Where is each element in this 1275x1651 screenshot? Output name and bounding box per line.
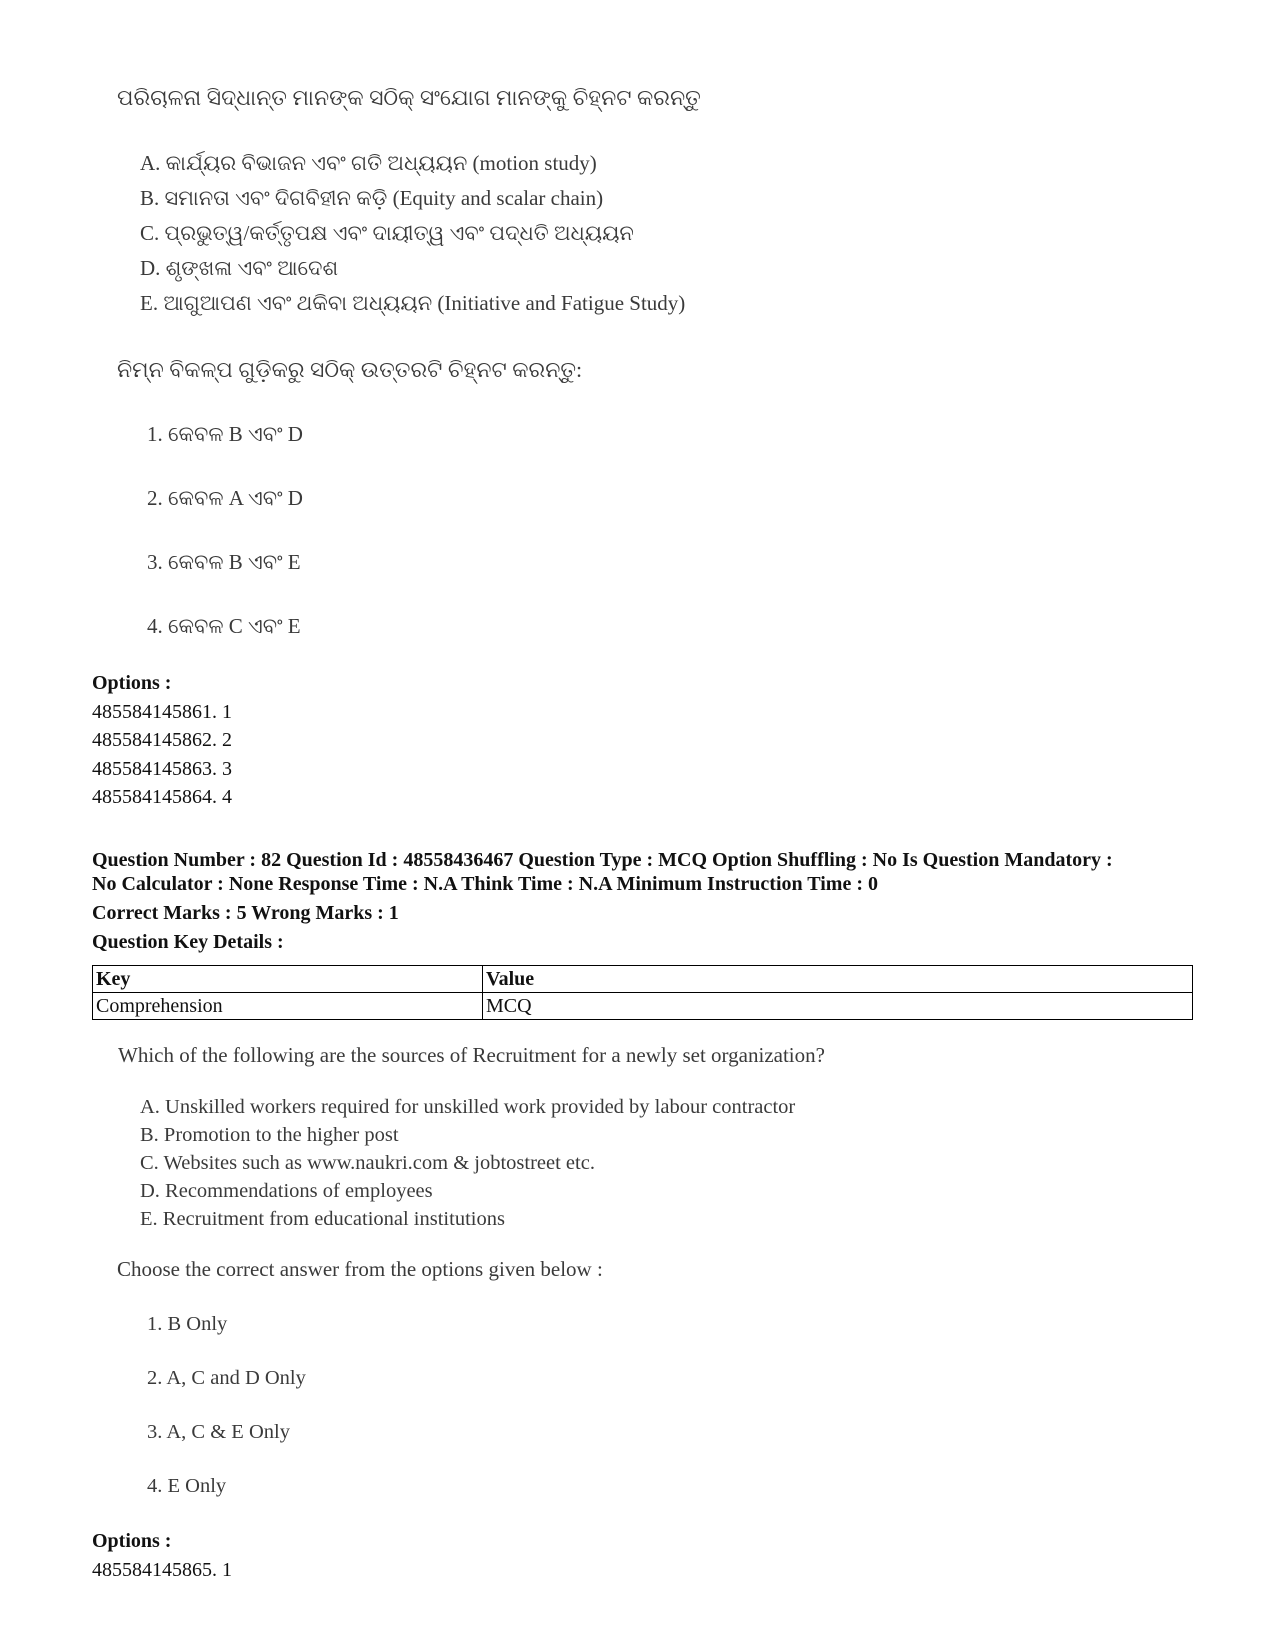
question-82-metadata — [92, 848, 1192, 954]
question-81-statement-list — [140, 146, 685, 321]
question-82-choose-instruction: Choose the correct answer from the options given below : — [117, 1257, 603, 1281]
statement-item: E. Recruitment from educational institutions — [140, 1208, 505, 1230]
statement-item: D. ଶୃଙ୍ଖଳା ଏବଂ ଆଦେଶ — [140, 256, 339, 280]
options-heading: Options : — [92, 672, 172, 694]
key-details-heading: Question Key Details : — [92, 931, 284, 953]
option-item: 485584145862. 2 — [92, 729, 232, 751]
question-marks: Correct Marks : 5 Wrong Marks : 1 — [92, 902, 399, 924]
table-header-cell: Value — [483, 966, 1193, 993]
question-meta-line1: Question Number : 82 Question Id : 48558436467 Question Type : MCQ Option Shuffling : No Is Question Mandatory : — [92, 849, 1113, 871]
table-cell: Comprehension — [93, 993, 483, 1020]
question-key-table — [92, 965, 1193, 1020]
choice-item: 2. A, C and D Only — [147, 1367, 306, 1389]
question-81-choose-instruction: ନିମ୍ନ ବିକଳ୍ପ ଗୁଡ଼ିକରୁ ସଠିକ୍ ଉତ୍ତରଟି ଚିହ୍ନଟ କରନ୍ତୁ: — [117, 357, 583, 382]
option-item: 485584145861. 1 — [92, 700, 232, 723]
question-meta-line2: No Calculator : None Response Time : N.A Think Time : N.A Minimum Instruction Time : 0 — [92, 873, 878, 895]
statement-item: A. Unskilled workers required for unskilled work provided by labour contractor — [140, 1096, 796, 1118]
choice-item: 3. କେବଳ B ଏବଂ E — [147, 550, 301, 574]
question-82-options — [92, 1527, 232, 1584]
question-81-stem: ପରିଚାଳନା ସିଦ୍ଧାନ୍ତ ମାନଙ୍କ ସଠିକ୍ ସଂଯୋଗ ମାନଙ୍କୁ ଚିହ୍ନଟ କରନ୍ତୁ — [117, 85, 701, 110]
choice-item: 1. B Only — [147, 1313, 228, 1335]
statement-item: C. Websites such as www.naukri.com & jobtostreet etc. — [140, 1152, 595, 1174]
choice-item: 4. E Only — [147, 1475, 227, 1497]
table-cell: MCQ — [483, 993, 1193, 1020]
options-heading: Options : — [92, 1530, 172, 1552]
question-81-options — [92, 669, 232, 812]
choice-item: 4. କେବଳ C ଏବଂ E — [147, 614, 301, 638]
option-item: 485584145864. 4 — [92, 786, 232, 808]
question-82-statement-list — [140, 1093, 795, 1233]
table-header-row — [93, 966, 1193, 993]
choice-item: 1. କେବଳ B ଏବଂ D — [147, 422, 303, 446]
question-81-choice-list — [147, 422, 303, 678]
statement-item: C. ପ୍ରଭୁତ୍ୱ/କର୍ତ୍ତୃପକ୍ଷ ଏବଂ ଦାୟୀତ୍ୱ ଏବଂ ପଦ୍ଧତି ଅଧ୍ୟୟନ — [140, 221, 634, 245]
option-item: 485584145865. 1 — [92, 1558, 232, 1581]
statement-item: D. Recommendations of employees — [140, 1180, 433, 1202]
choice-item: 2. କେବଳ A ଏବଂ D — [147, 486, 303, 510]
option-item: 485584145863. 3 — [92, 757, 232, 780]
statement-item: A. କାର୍ଯ୍ୟର ବିଭାଜନ ଏବଂ ଗତି ଅଧ୍ୟୟନ (motion study) — [140, 151, 597, 175]
statement-item: E. ଆଗୁଆପଣ ଏବଂ ଥକିବା ଅଧ୍ୟୟନ (Initiative and Fatigue Study) — [140, 291, 686, 315]
question-82-choice-list — [147, 1313, 306, 1529]
question-82-stem: Which of the following are the sources of Recruitment for a newly set organization? — [118, 1043, 825, 1067]
table-header-cell: Key — [93, 966, 483, 993]
statement-item: B. ସମାନତା ଏବଂ ଦିଗବିହୀନ କଡ଼ି (Equity and scalar chain) — [140, 186, 604, 210]
choice-item: 3. A, C & E Only — [147, 1421, 290, 1443]
statement-item: B. Promotion to the higher post — [140, 1124, 399, 1146]
table-row — [93, 993, 1193, 1020]
